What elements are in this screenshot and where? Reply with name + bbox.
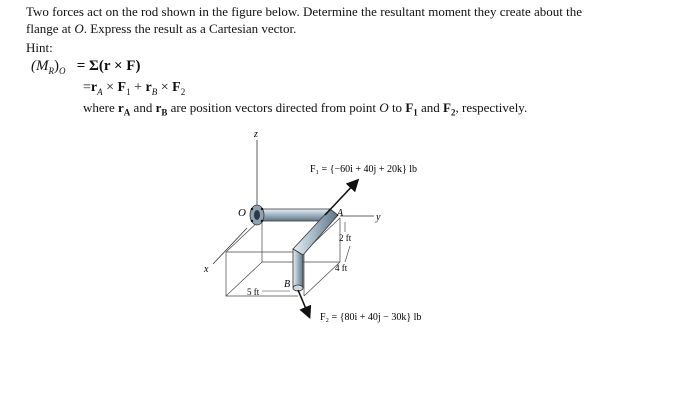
f2-label: F₂ = {80i + 40j − 30k} lb (320, 312, 422, 323)
rod-segment-oa (260, 209, 330, 221)
eq2-ra-sub: A (97, 86, 103, 97)
f1-label: F₁ = {−60i + 40j + 20k} lb (310, 164, 418, 175)
where-word: where (83, 100, 115, 115)
eq1-lhs: (M (31, 58, 49, 74)
eq2-f: F (117, 80, 127, 95)
dim-4ft-label: 4 ft (335, 263, 348, 273)
problem-line-2-prefix: flange at (26, 21, 72, 36)
where-and-1: and (133, 100, 153, 115)
problem-line-2-suffix: . Express the result as a Cartesian vector. (83, 21, 297, 36)
problem-line-1: Two forces act on the rod shown in the figure below. Determine the resultant moment they create about the (26, 4, 582, 19)
dim-2ft-label: 2 ft (339, 233, 352, 243)
where-ra: r (118, 100, 124, 115)
where-mid: are position vectors directed from point (170, 100, 377, 115)
problem-point-o: O (74, 21, 84, 36)
where-f1: F (405, 100, 414, 115)
eq2-eq: = (83, 80, 91, 95)
where-to: to (391, 100, 403, 115)
eq2-cross-1: × (106, 80, 115, 95)
where-ra-sub: A (123, 107, 131, 118)
eq2-rb-sub: B (151, 86, 158, 97)
rod-segment-down (293, 249, 303, 288)
point-a-label: A (337, 208, 344, 219)
axis-x-label: x (204, 264, 209, 275)
where-rb-sub: B (161, 107, 168, 118)
flange-o (250, 205, 264, 225)
eq2-f-2: F (172, 80, 181, 95)
eq2-f1-sub: 1 (126, 86, 131, 97)
hint-label: Hint: (26, 40, 53, 55)
eq1-lhs-sub2: O (59, 66, 66, 76)
eq1-lhs-sub: R (48, 66, 54, 76)
eq2-cross-2: × (160, 80, 169, 95)
eq1-lhs-close: ) (54, 58, 59, 74)
where-and-2: and (421, 100, 440, 115)
eq2-r: r (90, 80, 98, 95)
point-o-label: O (238, 207, 246, 219)
where-f1-sub: 1 (413, 107, 418, 118)
eq2-r-b: r (145, 80, 152, 95)
eq1-rhs: = Σ(r × F) (76, 58, 141, 74)
where-end: , respectively. (455, 100, 528, 115)
x-axis (213, 228, 247, 264)
axis-z-label: z (254, 129, 258, 140)
dim-5ft-label: 5 ft (247, 287, 260, 297)
eq2-f2-sub: 2 (180, 86, 186, 97)
where-f2: F (443, 100, 451, 115)
point-b-label: B (284, 279, 291, 290)
axis-y-label: y (376, 212, 381, 223)
dimension-lines (262, 222, 350, 291)
force-f2-arrow (298, 290, 309, 316)
where-rb: r (155, 100, 162, 115)
where-point-o: O (379, 100, 389, 115)
where-f2-sub: 2 (451, 107, 456, 118)
eq2-plus: + (134, 80, 142, 95)
